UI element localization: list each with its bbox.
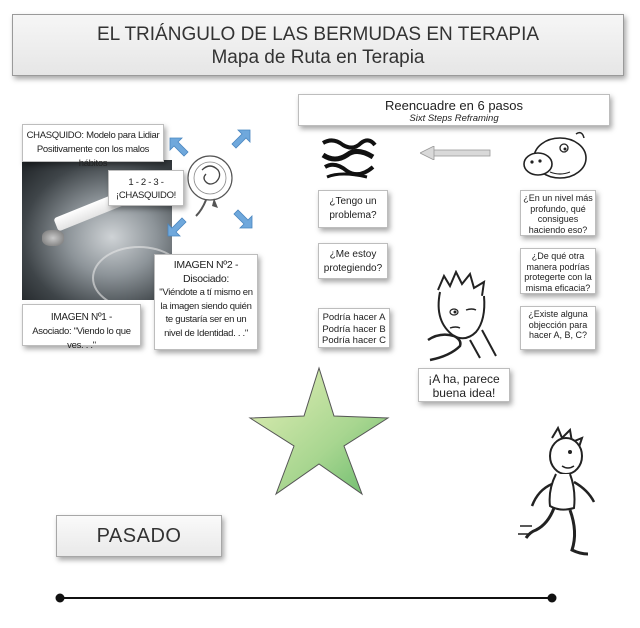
arrow-down-left: [168, 218, 186, 236]
arrow-down-right: [234, 210, 252, 228]
aha-box: ¡A ha, parece buena idea!: [418, 368, 510, 402]
chasquido-box: CHASQUIDO: Modelo para Lidiar Positivamente con los malos hábitos: [22, 124, 164, 162]
arrow-up-left: [170, 138, 188, 156]
imagen-2-box: [154, 254, 258, 350]
countdown-line: 1 - 2 - 3 -: [128, 177, 164, 188]
page-subtitle: Mapa de Ruta en Terapia: [211, 47, 425, 68]
question-objection-box: ¿Existe alguna objección para hacer A, B, C?: [520, 306, 596, 350]
arrow-up-right: [232, 130, 250, 148]
options-box: [318, 308, 390, 348]
question-other-way-box: ¿De qué otra manera podrías protegerte con la misma eficacia?: [520, 248, 596, 294]
page-title: EL TRIÁNGULO DE LAS BERMUDAS EN TERAPIA: [96, 24, 540, 45]
option-a: Podría hacer A: [322, 312, 386, 323]
reframe-header: [298, 94, 610, 126]
reframe-title: Reencuadre en 6 pasos: [384, 98, 524, 113]
hippo-figure-icon: [520, 128, 592, 180]
thinking-man-icon: [420, 270, 510, 362]
timeline: [50, 590, 562, 606]
pasado-label: PASADO: [56, 515, 222, 557]
chasquido-exclaim: ¡CHASQUIDO!: [115, 190, 177, 201]
reframe-subtitle: Sixt Steps Reframing: [409, 113, 499, 124]
imagen-1-text: Asociado: "Viendo lo que ves. . .": [32, 326, 131, 351]
imagen-1-title: IMAGEN Nº1 -: [50, 312, 113, 323]
imagen-1-box: [22, 304, 141, 351]
option-b: Podría hacer B: [322, 323, 386, 335]
question-problem-box: ¿Tengo un problema?: [318, 190, 388, 228]
scribble-figure-icon: [321, 135, 377, 181]
question-deeper-level-box: ¿En un nivel más profundo, qué consigues haciendo eso?: [520, 190, 596, 236]
imagen-2-subtitle: Disociado:: [182, 272, 230, 285]
imagen-2-text: "Viéndote a tí mismo en la imagen siendo quién te gustaría ser en un nivel de Identidad. . .": [159, 287, 253, 339]
title-banner: [12, 14, 624, 76]
star-icon: [246, 366, 392, 496]
left-arrow-icon: [420, 146, 492, 160]
radiating-arrows: [160, 124, 260, 246]
option-c: Podría hacer C: [322, 335, 386, 346]
running-man-icon: [516, 424, 604, 570]
timeline-end-dot: [548, 594, 557, 603]
imagen-2-title: IMAGEN Nº2 -: [173, 259, 239, 271]
timeline-start-dot: [56, 594, 65, 603]
question-protecting-box: ¿Me estoy protegiendo?: [318, 243, 388, 279]
